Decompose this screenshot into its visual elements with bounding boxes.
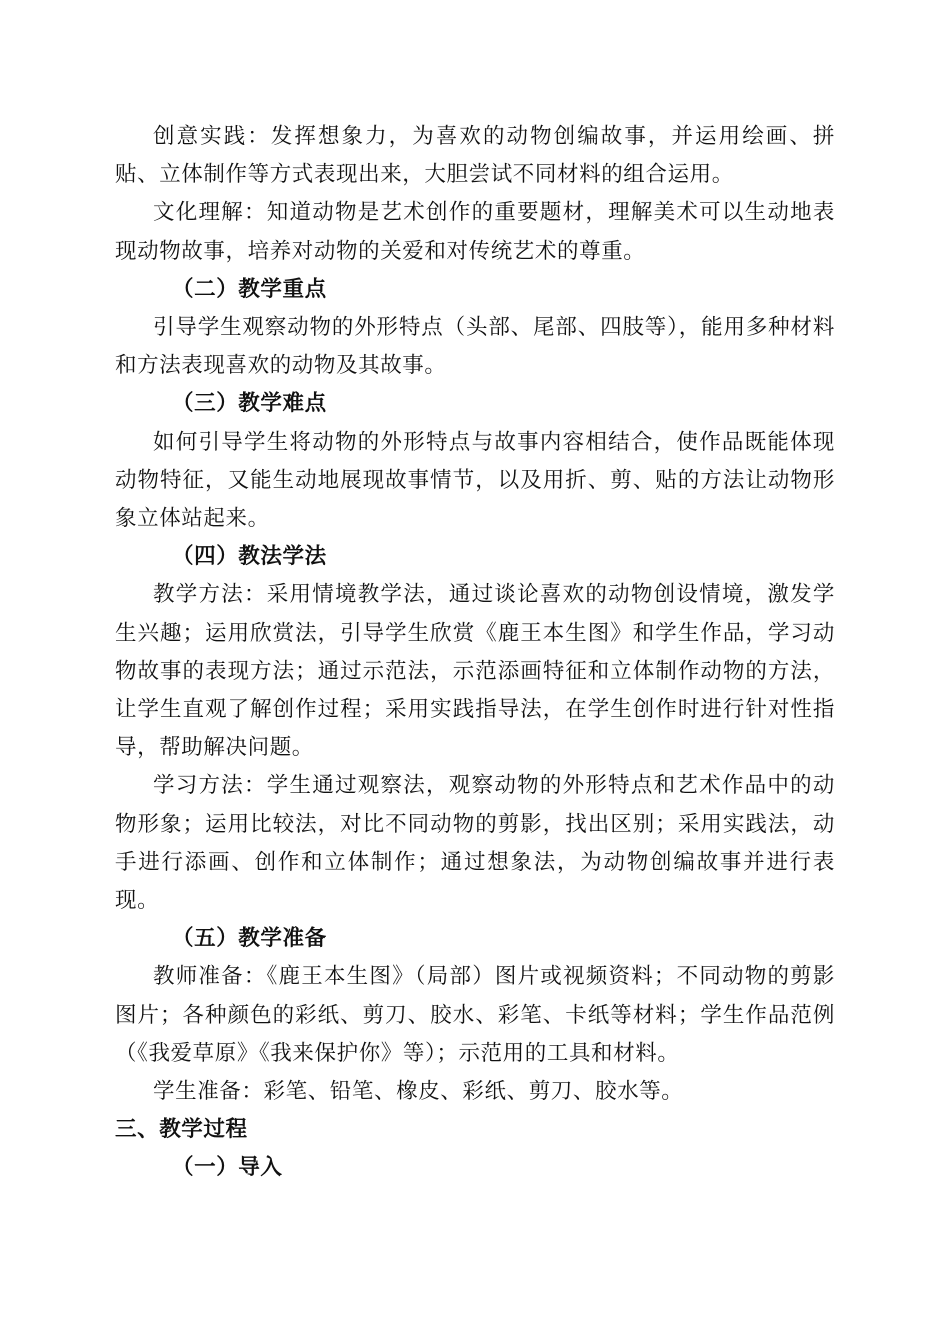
paragraph-creative-practice: 创意实践：发挥想象力，为喜欢的动物创编故事，并运用绘画、拼贴、立体制作等方式表现出来，大胆尝试不同材料的组合运用。: [115, 124, 835, 188]
heading-introduction: （一）导入: [172, 1155, 283, 1181]
paragraph-teaching-method: 教学方法：采用情境教学法，通过谈论喜欢的动物创设情境，激发学生兴趣；运用欣赏法，引导学生欣赏《鹿王本生图》和学生作品，学习动物故事的表现方法；通过示范法，示范添画特征和立体制作动物的方法，让学生直观了解创作过程；采用实践指导法，在学生创作时进行针对性指导，帮助解决问题。: [115, 582, 835, 761]
paragraph-teaching-key-points: 引导学生观察动物的外形特点（头部、尾部、四肢等），能用多种材料和方法表现喜欢的动物及其故事。: [115, 315, 835, 379]
paragraph-learning-method: 学习方法：学生通过观察法，观察动物的外形特点和艺术作品中的动物形象；运用比较法，对比不同动物的剪影，找出区别；采用实践法，动手进行添画、创作和立体制作；通过想象法，为动物创编故事并进行表现。: [115, 773, 835, 914]
heading-teaching-difficulties: （三）教学难点: [172, 391, 327, 417]
paragraph-teacher-preparation: 教师准备：《鹿王本生图》（局部）图片或视频资料；不同动物的剪影图片；各种颜色的彩纸、剪刀、胶水、彩笔、卡纸等材料；学生作品范例（《我爱草原》《我来保护你》等）；示范用的工具和材料。: [115, 964, 835, 1066]
paragraph-cultural-understanding: 文化理解：知道动物是艺术创作的重要题材，理解美术可以生动地表现动物故事，培养对动物的关爱和对传统艺术的尊重。: [115, 200, 835, 264]
heading-teaching-key-points: （二）教学重点: [172, 276, 327, 302]
heading-teaching-preparation: （五）教学准备: [172, 926, 327, 952]
heading-teaching-process: 三、教学过程: [115, 1117, 248, 1143]
document-body: [115, 118, 835, 1188]
paragraph-student-preparation: 学生准备：彩笔、铅笔、橡皮、彩纸、剪刀、胶水等。: [153, 1079, 684, 1105]
paragraph-teaching-difficulties: 如何引导学生将动物的外形特点与故事内容相结合，使作品既能体现动物特征，又能生动地展现故事情节，以及用折、剪、贴的方法让动物形象立体站起来。: [115, 429, 835, 532]
heading-teaching-methods: （四）教法学法: [172, 544, 327, 570]
